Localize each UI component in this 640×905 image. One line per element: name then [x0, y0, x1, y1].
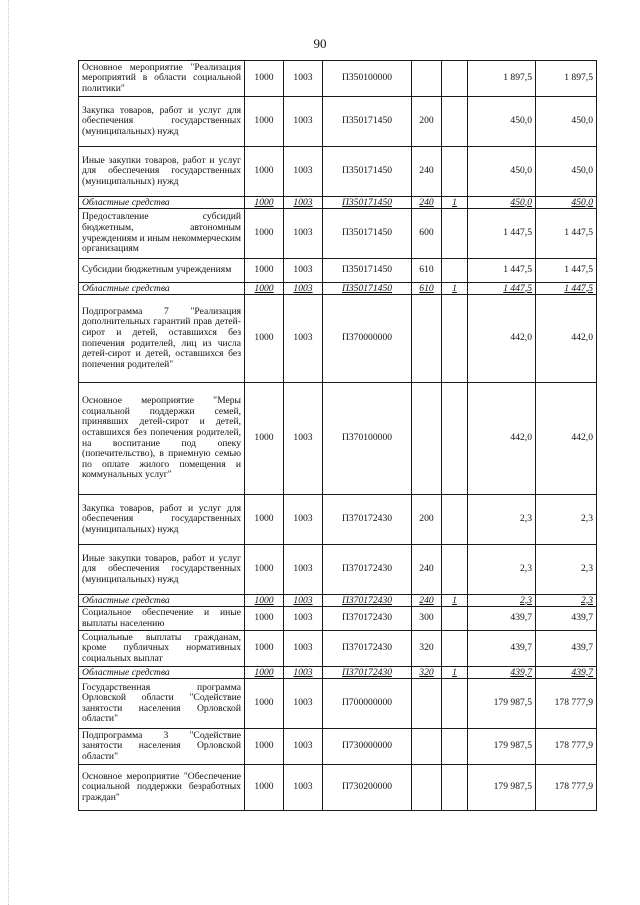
- cell-subsection: 1003: [284, 197, 323, 209]
- cell-target-article: П370172430: [323, 631, 412, 667]
- cell-section: 1000: [245, 147, 284, 197]
- cell-amount-2: 442,0: [536, 383, 597, 495]
- cell-expense-type: [412, 729, 442, 765]
- cell-target-article: П350171450: [323, 283, 412, 295]
- cell-subsection: 1003: [284, 209, 323, 259]
- cell-amount-1: 439,7: [468, 631, 536, 667]
- cell-funding-source: 1: [442, 197, 468, 209]
- cell-amount-1: 179 987,5: [468, 765, 536, 811]
- cell-amount-2: 439,7: [536, 631, 597, 667]
- cell-target-article: П730200000: [323, 765, 412, 811]
- cell-funding-source: [442, 147, 468, 197]
- cell-amount-1: 439,7: [468, 667, 536, 679]
- cell-section: 1000: [245, 631, 284, 667]
- cell-subsection: 1003: [284, 607, 323, 631]
- cell-subsection: 1003: [284, 667, 323, 679]
- cell-name: Основное мероприятие "Реализация мероприятий в области социальной политики": [79, 61, 245, 97]
- cell-expense-type: 610: [412, 283, 442, 295]
- cell-target-article: П350171450: [323, 209, 412, 259]
- cell-amount-2: 1 447,5: [536, 209, 597, 259]
- cell-funding-source: 1: [442, 667, 468, 679]
- cell-amount-1: 179 987,5: [468, 729, 536, 765]
- cell-expense-type: [412, 383, 442, 495]
- cell-name: Государственная программа Орловской области "Содействие занятости населения Орловской области": [79, 679, 245, 729]
- cell-target-article: П350171450: [323, 97, 412, 147]
- cell-amount-2: 1 897,5: [536, 61, 597, 97]
- cell-amount-2: 450,0: [536, 197, 597, 209]
- cell-subsection: 1003: [284, 765, 323, 811]
- cell-name: Социальные выплаты гражданам, кроме публичных нормативных социальных выплат: [79, 631, 245, 667]
- cell-amount-1: 442,0: [468, 295, 536, 383]
- cell-amount-1: 2,3: [468, 545, 536, 595]
- cell-subsection: 1003: [284, 545, 323, 595]
- table-row: [79, 61, 597, 97]
- cell-target-article: П370100000: [323, 383, 412, 495]
- cell-amount-1: 450,0: [468, 197, 536, 209]
- cell-subsection: 1003: [284, 383, 323, 495]
- cell-name: Основное мероприятие "Обеспечение социальной поддержки безработных граждан": [79, 765, 245, 811]
- cell-section: 1000: [245, 283, 284, 295]
- cell-expense-type: 600: [412, 209, 442, 259]
- cell-subsection: 1003: [284, 295, 323, 383]
- table-row: [79, 209, 597, 259]
- cell-section: 1000: [245, 679, 284, 729]
- cell-expense-type: 240: [412, 197, 442, 209]
- cell-amount-2: 439,7: [536, 607, 597, 631]
- cell-expense-type: [412, 295, 442, 383]
- cell-target-article: П350171450: [323, 197, 412, 209]
- table-row-regional-funds: [79, 283, 597, 295]
- cell-target-article: П350171450: [323, 147, 412, 197]
- cell-funding-source: 1: [442, 595, 468, 607]
- cell-section: 1000: [245, 765, 284, 811]
- cell-name: Подпрограмма 3 "Содействие занятости населения Орловской области": [79, 729, 245, 765]
- cell-subsection: 1003: [284, 729, 323, 765]
- table-row: [79, 147, 597, 197]
- cell-funding-source: [442, 631, 468, 667]
- cell-expense-type: 240: [412, 545, 442, 595]
- cell-expense-type: [412, 679, 442, 729]
- cell-target-article: П370172430: [323, 607, 412, 631]
- cell-target-article: П370000000: [323, 295, 412, 383]
- table-row: [79, 607, 597, 631]
- cell-amount-2: 450,0: [536, 147, 597, 197]
- cell-name: Областные средства: [79, 667, 245, 679]
- cell-name: Иные закупки товаров, работ и услуг для обеспечения государственных (муниципальных) нужд: [79, 147, 245, 197]
- table-row: [79, 545, 597, 595]
- cell-funding-source: [442, 61, 468, 97]
- cell-subsection: 1003: [284, 495, 323, 545]
- cell-amount-1: 2,3: [468, 495, 536, 545]
- cell-name: Основное мероприятие "Меры социальной поддержки семей, принявших детей-сирот и детей, оставшихся без попечения родителей, на воспитание под опеку (попечительство), в приемную семью по оплате жилого помещения и коммунальных услуг": [79, 383, 245, 495]
- cell-subsection: 1003: [284, 679, 323, 729]
- cell-funding-source: [442, 765, 468, 811]
- cell-amount-1: 439,7: [468, 607, 536, 631]
- cell-funding-source: [442, 679, 468, 729]
- table-row: [79, 259, 597, 283]
- cell-section: 1000: [245, 209, 284, 259]
- cell-amount-2: 178 777,9: [536, 729, 597, 765]
- budget-table: [78, 60, 597, 811]
- cell-section: 1000: [245, 197, 284, 209]
- cell-section: 1000: [245, 595, 284, 607]
- cell-funding-source: [442, 97, 468, 147]
- table-row: [79, 729, 597, 765]
- cell-target-article: П370172430: [323, 667, 412, 679]
- cell-subsection: 1003: [284, 631, 323, 667]
- cell-amount-1: 179 987,5: [468, 679, 536, 729]
- table-row: [79, 631, 597, 667]
- cell-name: Закупка товаров, работ и услуг для обеспечения государственных (муниципальных) нужд: [79, 97, 245, 147]
- cell-amount-1: 442,0: [468, 383, 536, 495]
- table-row-regional-funds: [79, 667, 597, 679]
- cell-subsection: 1003: [284, 147, 323, 197]
- cell-target-article: П370172430: [323, 545, 412, 595]
- cell-funding-source: [442, 383, 468, 495]
- cell-name: Закупка товаров, работ и услуг для обеспечения государственных (муниципальных) нужд: [79, 495, 245, 545]
- cell-funding-source: [442, 495, 468, 545]
- cell-name: Предоставление субсидий бюджетным, автономным учреждениям и иным некоммерческим организациям: [79, 209, 245, 259]
- cell-amount-2: 2,3: [536, 595, 597, 607]
- cell-section: 1000: [245, 495, 284, 545]
- cell-name: Областные средства: [79, 197, 245, 209]
- cell-amount-2: 450,0: [536, 97, 597, 147]
- cell-name: Субсидии бюджетным учреждениям: [79, 259, 245, 283]
- cell-amount-2: 442,0: [536, 295, 597, 383]
- cell-target-article: П350100000: [323, 61, 412, 97]
- table-row: [79, 679, 597, 729]
- cell-funding-source: [442, 295, 468, 383]
- cell-expense-type: 610: [412, 259, 442, 283]
- cell-subsection: 1003: [284, 283, 323, 295]
- cell-name: Подпрограмма 7 "Реализация дополнительных гарантий прав детей-сирот и детей, оставшихся без попечения родителей, лиц из числа детей-сирот и детей, оставшихся без попечения родителей": [79, 295, 245, 383]
- cell-section: 1000: [245, 607, 284, 631]
- cell-expense-type: 300: [412, 607, 442, 631]
- cell-amount-1: 1 897,5: [468, 61, 536, 97]
- cell-expense-type: 320: [412, 631, 442, 667]
- table-row-regional-funds: [79, 595, 597, 607]
- cell-amount-2: 439,7: [536, 667, 597, 679]
- cell-amount-1: 2,3: [468, 595, 536, 607]
- cell-amount-2: 2,3: [536, 545, 597, 595]
- cell-target-article: П350171450: [323, 259, 412, 283]
- cell-subsection: 1003: [284, 259, 323, 283]
- cell-amount-2: 178 777,9: [536, 765, 597, 811]
- cell-name: Социальное обеспечение и иные выплаты населению: [79, 607, 245, 631]
- cell-section: 1000: [245, 295, 284, 383]
- cell-expense-type: [412, 765, 442, 811]
- cell-expense-type: [412, 61, 442, 97]
- cell-section: 1000: [245, 545, 284, 595]
- table-row-regional-funds: [79, 197, 597, 209]
- cell-subsection: 1003: [284, 97, 323, 147]
- cell-amount-2: 1 447,5: [536, 283, 597, 295]
- cell-section: 1000: [245, 97, 284, 147]
- cell-section: 1000: [245, 383, 284, 495]
- binding-margin-line: [8, 0, 10, 905]
- cell-expense-type: 320: [412, 667, 442, 679]
- cell-expense-type: 240: [412, 595, 442, 607]
- cell-amount-2: 1 447,5: [536, 259, 597, 283]
- cell-expense-type: 200: [412, 495, 442, 545]
- table-row: [79, 495, 597, 545]
- cell-name: Областные средства: [79, 283, 245, 295]
- cell-funding-source: [442, 607, 468, 631]
- table-row: [79, 295, 597, 383]
- cell-target-article: П370172430: [323, 595, 412, 607]
- cell-target-article: П700000000: [323, 679, 412, 729]
- table-row: [79, 765, 597, 811]
- table-row: [79, 383, 597, 495]
- cell-funding-source: 1: [442, 283, 468, 295]
- cell-funding-source: [442, 545, 468, 595]
- cell-subsection: 1003: [284, 61, 323, 97]
- cell-name: Областные средства: [79, 595, 245, 607]
- cell-target-article: П730000000: [323, 729, 412, 765]
- cell-amount-1: 450,0: [468, 147, 536, 197]
- cell-funding-source: [442, 259, 468, 283]
- cell-subsection: 1003: [284, 595, 323, 607]
- cell-section: 1000: [245, 667, 284, 679]
- cell-expense-type: 240: [412, 147, 442, 197]
- cell-section: 1000: [245, 61, 284, 97]
- table-row: [79, 97, 597, 147]
- cell-funding-source: [442, 729, 468, 765]
- page-number: 90: [313, 36, 327, 51]
- cell-amount-1: 1 447,5: [468, 209, 536, 259]
- cell-amount-1: 1 447,5: [468, 283, 536, 295]
- cell-section: 1000: [245, 729, 284, 765]
- cell-funding-source: [442, 209, 468, 259]
- cell-amount-2: 2,3: [536, 495, 597, 545]
- cell-amount-1: 1 447,5: [468, 259, 536, 283]
- cell-name: Иные закупки товаров, работ и услуг для обеспечения государственных (муниципальных) нужд: [79, 545, 245, 595]
- cell-expense-type: 200: [412, 97, 442, 147]
- cell-amount-2: 178 777,9: [536, 679, 597, 729]
- cell-target-article: П370172430: [323, 495, 412, 545]
- cell-section: 1000: [245, 259, 284, 283]
- cell-amount-1: 450,0: [468, 97, 536, 147]
